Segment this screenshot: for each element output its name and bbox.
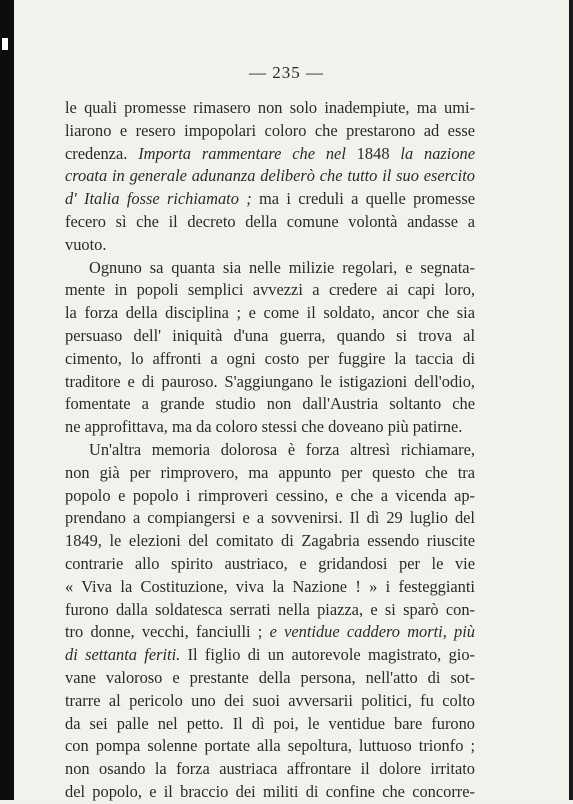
text-line — [65, 120, 475, 143]
text-run: con pompa solenne portate alla sepoltura, luttuoso trionfo ; — [65, 736, 475, 756]
text-line — [65, 302, 475, 325]
text-line — [65, 576, 475, 599]
paragraph — [65, 257, 475, 439]
text-run: prendano a compiangersi e a sovvenirsi. Il dì 29 luglio del — [65, 508, 475, 528]
scan-right-border — [569, 0, 573, 800]
italic-text: di settanta feriti. — [65, 645, 181, 665]
text-line — [65, 553, 475, 576]
text-run: da sei palle nel petto. Il dì poi, le ventidue bare furono — [65, 713, 475, 733]
text-run: liarono e resero impopolari coloro che prestarono ad esse — [65, 120, 475, 140]
text-line — [65, 644, 475, 667]
scan-border-mark — [2, 38, 8, 50]
text-run: mente in popoli semplici avvezzi a credere ai capi loro, — [65, 280, 475, 300]
text-run: trarre al pericolo uno dei suoi avversarii politici, fu colto — [65, 690, 475, 710]
text-run: Un'altra memoria dolorosa è forza altresì richiamare, — [89, 439, 475, 459]
text-line — [65, 735, 475, 758]
text-line — [65, 348, 475, 371]
text-line — [65, 188, 475, 211]
text-run: Ognuno sa quanta sia nelle milizie regolari, e segnata- — [89, 257, 475, 277]
text-line — [65, 758, 475, 781]
text-line — [65, 279, 475, 302]
text-line — [65, 690, 475, 713]
text-run: le quali promesse rimasero non solo inadempiute, ma umi- — [65, 98, 475, 117]
text-line — [65, 781, 475, 804]
text-line — [65, 621, 475, 644]
italic-text: e ventidue caddero morti, più — [269, 622, 475, 642]
text-run: « Viva la Costituzione, viva la Nazione ! » i festeggianti — [65, 576, 475, 596]
italic-text: la nazione — [400, 143, 475, 163]
text-line — [65, 234, 475, 257]
paragraph — [65, 97, 475, 257]
text-run: fecero sì che il decreto della comune volontà andasse a — [65, 211, 475, 231]
text-line — [65, 257, 475, 280]
scan-left-border — [0, 0, 14, 800]
italic-text: d' Italia fosse richiamato ; — [65, 189, 252, 209]
text-line — [65, 97, 475, 120]
text-run: vuoto. — [65, 234, 107, 254]
italic-text: croata in generale adunanza deliberò che tutto il suo esercito — [65, 166, 475, 186]
text-run: fomentate a grande studio non dall'Austria soltanto che — [65, 394, 475, 414]
text-line — [65, 416, 475, 439]
italic-text: Importa rammentare che nel — [138, 143, 346, 163]
text-run: traditore e di pauroso. S'aggiungano le istigazioni dell'odio, — [65, 371, 475, 391]
text-run: popolo e popolo i rimproveri cessino, e che a vicenda ap- — [65, 485, 475, 505]
paragraph — [65, 439, 475, 804]
text-run: persuaso dell' iniquità d'una guerra, quando si trova al — [65, 325, 475, 345]
text-run: non osando la forza austriaca affrontare il dolore irritato — [65, 759, 475, 779]
text-run: furono dalla soldatesca serrati nella piazza, e si sparò con- — [65, 599, 475, 619]
text-line — [65, 211, 475, 234]
text-line — [65, 143, 475, 166]
body-text — [65, 97, 475, 804]
text-line — [65, 599, 475, 622]
text-run: credenza. — [65, 143, 139, 163]
text-run: del popolo, e il braccio dei militi di confine che concorre- — [65, 781, 475, 801]
text-run: la forza della disciplina ; e come il soldato, ancor che sia — [65, 303, 475, 323]
text-line — [65, 393, 475, 416]
text-run: non già per rimprovero, ma appunto per questo che tra — [65, 462, 475, 482]
text-run: Il figlio di un autorevole magistrato, gio- — [180, 645, 475, 665]
text-run: 1849, le elezioni del comitato di Zagabria essendo riuscite — [65, 531, 475, 551]
text-run: tro donne, vecchi, fanciulli ; — [65, 622, 270, 642]
text-line — [65, 325, 475, 348]
text-line — [65, 485, 475, 508]
text-line — [65, 530, 475, 553]
page-number: — 235 — — [249, 63, 324, 82]
text-run: cimento, lo affronti a ogni costo per fuggire la taccia di — [65, 348, 475, 368]
text-run: contrarie allo spirito austriaco, e gridandosi per le vie — [65, 553, 475, 573]
text-run: ne approfittava, ma da coloro stessi che doveano più patirne. — [65, 417, 463, 437]
text-line — [65, 371, 475, 394]
text-line — [65, 462, 475, 485]
text-run: ma i creduli a quelle promesse — [251, 189, 475, 209]
text-run: vane valoroso e prestante della persona, nell'atto di sot- — [65, 667, 475, 687]
text-run: 1848 — [345, 143, 401, 163]
text-line — [65, 713, 475, 736]
text-line — [65, 439, 475, 462]
text-line — [65, 667, 475, 690]
text-line — [65, 165, 475, 188]
text-line — [65, 507, 475, 530]
